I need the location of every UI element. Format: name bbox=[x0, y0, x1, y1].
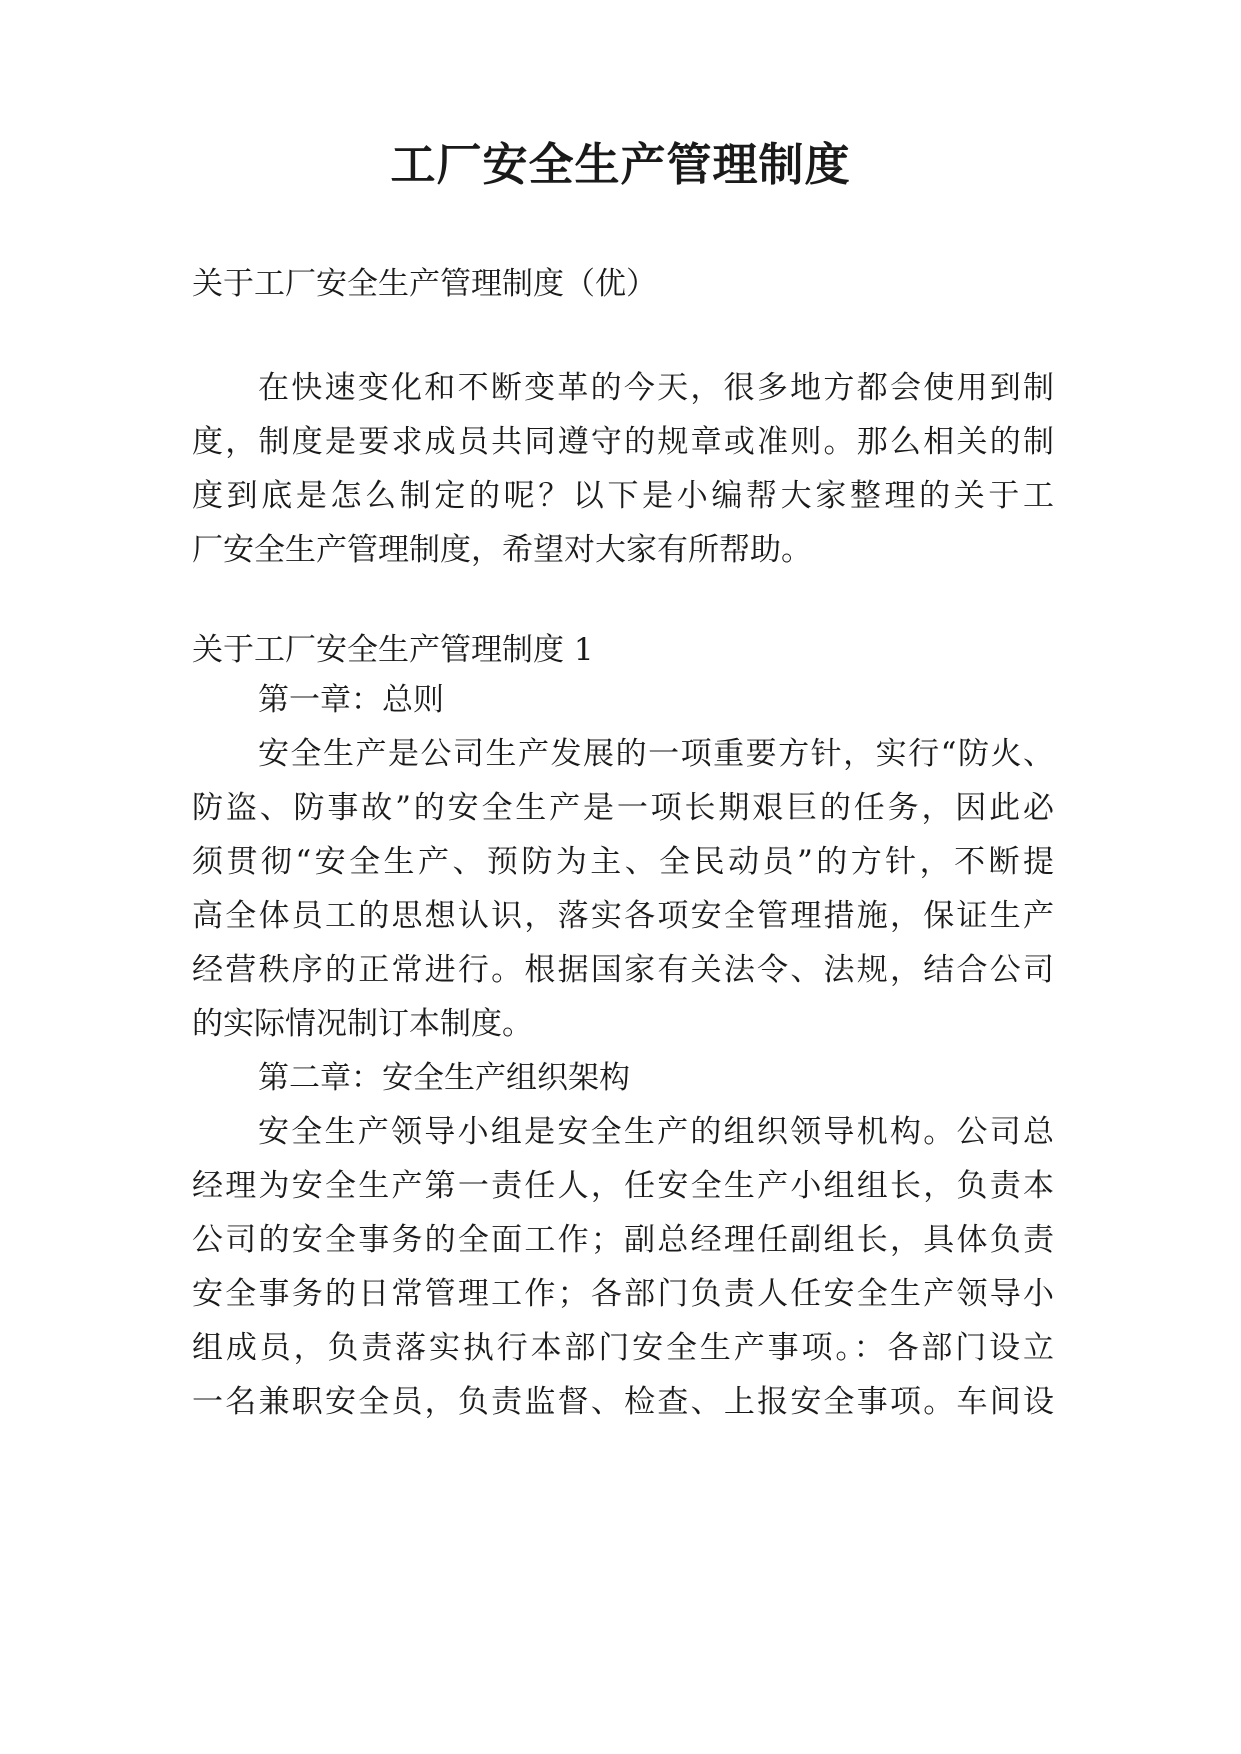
chapter2-line: 安全事务的日常管理工作；各部门负责人任安全生产领导小 bbox=[192, 1276, 1054, 1312]
chapter1-line: 防盗、防事故”的安全生产是一项长期艰巨的任务，因此必 bbox=[192, 790, 1054, 826]
document-subtitle: 关于工厂安全生产管理制度（优） bbox=[192, 266, 657, 302]
chapter2-heading: 第二章：安全生产组织架构 bbox=[258, 1060, 630, 1096]
section-heading: 关于工厂安全生产管理制度 1 bbox=[192, 632, 594, 668]
chapter1-line: 经营秩序的正常进行。根据国家有关法令、法规，结合公司 bbox=[192, 952, 1054, 988]
chapter1-line: 的实际情况制订本制度。 bbox=[192, 1006, 533, 1042]
chapter2-line: 安全生产领导小组是安全生产的组织领导机构。公司总 bbox=[258, 1114, 1054, 1150]
intro-line: 在快速变化和不断变革的今天，很多地方都会使用到制 bbox=[258, 370, 1054, 406]
chapter1-line: 安全生产是公司生产发展的一项重要方针，实行“防火、 bbox=[258, 736, 1054, 772]
chapter1-line: 须贯彻“安全生产、预防为主、全民动员”的方针，不断提 bbox=[192, 844, 1054, 880]
chapter1-heading: 第一章：总则 bbox=[258, 682, 444, 718]
chapter2-line: 一名兼职安全员，负责监督、检查、上报安全事项。车间设 bbox=[192, 1384, 1054, 1420]
chapter2-line: 组成员，负责落实执行本部门安全生产事项。：各部门设立 bbox=[192, 1330, 1054, 1366]
document-title: 工厂安全生产管理制度 bbox=[390, 138, 851, 191]
intro-line: 厂安全生产管理制度，希望对大家有所帮助。 bbox=[192, 532, 812, 568]
chapter2-line: 经理为安全生产第一责任人，任安全生产小组组长，负责本 bbox=[192, 1168, 1054, 1204]
intro-line: 度，制度是要求成员共同遵守的规章或准则。那么相关的制 bbox=[192, 424, 1054, 460]
chapter1-line: 高全体员工的思想认识，落实各项安全管理措施，保证生产 bbox=[192, 898, 1054, 934]
chapter2-line: 公司的安全事务的全面工作；副总经理任副组长，具体负责 bbox=[192, 1222, 1054, 1258]
intro-line: 度到底是怎么制定的呢？以下是小编帮大家整理的关于工 bbox=[192, 478, 1054, 514]
